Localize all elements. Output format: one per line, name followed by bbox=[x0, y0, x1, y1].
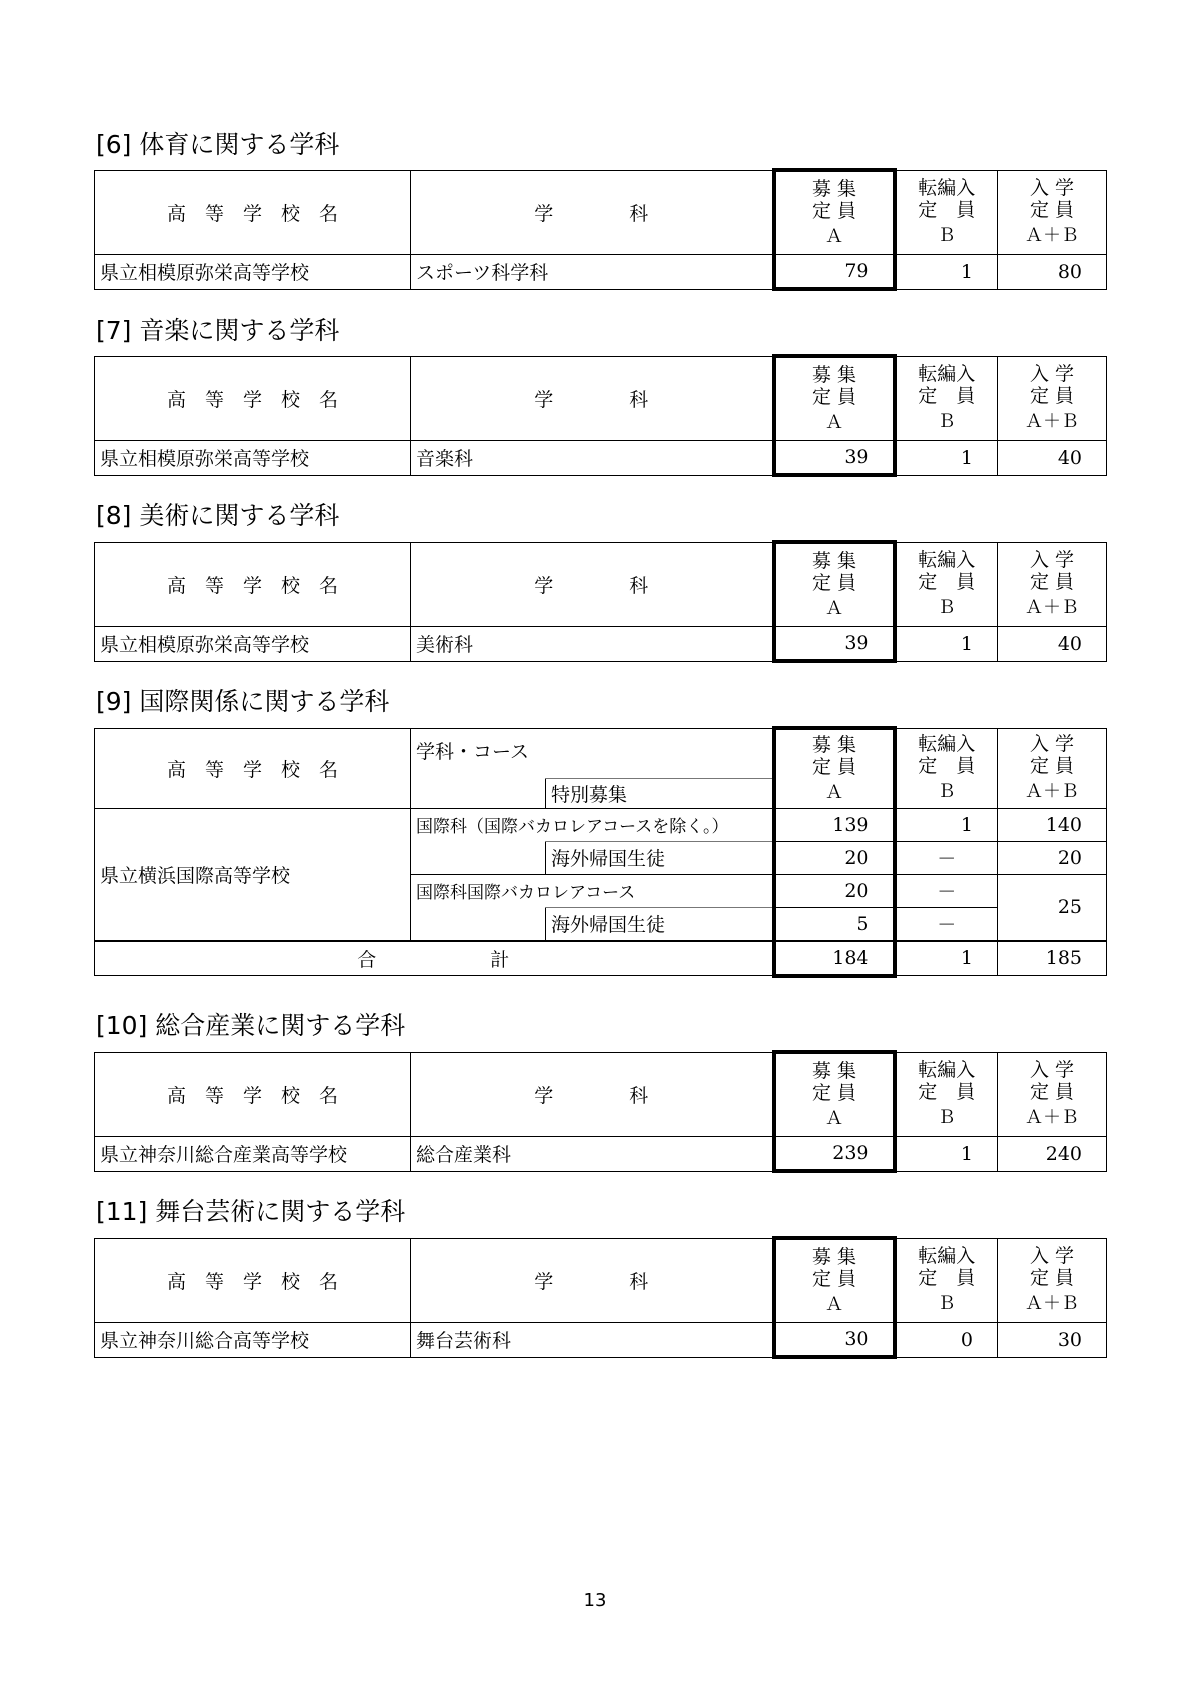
header-a: 募 集 定 員 Ａ bbox=[774, 356, 895, 441]
header-school: 高 等 学 校 名 bbox=[95, 170, 411, 255]
school-name: 県立相模原弥栄高等学校 bbox=[95, 255, 411, 290]
value-ab: 30 bbox=[998, 1323, 1107, 1358]
section-title-10: [10] 総合産業に関する学科 bbox=[96, 1011, 406, 1040]
table-row bbox=[95, 627, 1107, 662]
header-ab: 入 学 定 員 Ａ＋Ｂ bbox=[998, 356, 1107, 441]
header-dept: 学 科 bbox=[411, 356, 774, 441]
value-ab: 40 bbox=[998, 627, 1107, 662]
dept-name: 国際科国際バカロレアコース bbox=[411, 874, 774, 907]
table-row bbox=[95, 255, 1107, 290]
table-11 bbox=[94, 1236, 1107, 1359]
value-ab: 80 bbox=[998, 255, 1107, 290]
school-name: 県立相模原弥栄高等学校 bbox=[95, 441, 411, 476]
value-a: 5 bbox=[774, 907, 895, 941]
header-b: 転編入 定 員 Ｂ bbox=[895, 1238, 998, 1323]
total-row bbox=[95, 941, 1107, 976]
header-ab: 入 学 定 員 Ａ＋Ｂ bbox=[998, 170, 1107, 255]
header-b: 転編入 定 員 Ｂ bbox=[895, 356, 998, 441]
dept-name: 音楽科 bbox=[411, 441, 774, 476]
table-row bbox=[95, 1323, 1107, 1358]
header-a: 募 集 定 員 Ａ bbox=[774, 170, 895, 255]
section-title-11: [11] 舞台芸術に関する学科 bbox=[96, 1197, 406, 1226]
header-b: 転編入 定 員 Ｂ bbox=[895, 1052, 998, 1137]
blank-cell bbox=[411, 778, 546, 808]
header-b: 転編入 定 員 Ｂ bbox=[895, 542, 998, 627]
value-b: 1 bbox=[895, 1137, 998, 1172]
header-dept: 学 科 bbox=[411, 1052, 774, 1137]
value-b: 1 bbox=[895, 627, 998, 662]
section-title-6: [6] 体育に関する学科 bbox=[96, 130, 340, 159]
table-row bbox=[95, 808, 1107, 841]
section-title-7: [7] 音楽に関する学科 bbox=[96, 316, 340, 345]
table-row bbox=[95, 441, 1107, 476]
school-name: 県立横浜国際高等学校 bbox=[95, 808, 411, 941]
value-a: 39 bbox=[774, 627, 895, 662]
value-a: 20 bbox=[774, 841, 895, 874]
table-row bbox=[95, 1137, 1107, 1172]
header-dept-course: 学科・コース bbox=[411, 728, 774, 778]
total-a: 184 bbox=[774, 941, 895, 976]
value-b: － bbox=[895, 841, 998, 874]
header-school: 高 等 学 校 名 bbox=[95, 1238, 411, 1323]
special-name: 海外帰国生徒 bbox=[546, 841, 774, 874]
value-a: 39 bbox=[774, 441, 895, 476]
header-a: 募 集 定 員 Ａ bbox=[774, 1238, 895, 1323]
header-a: 募 集 定 員 Ａ bbox=[774, 1052, 895, 1137]
value-a: 30 bbox=[774, 1323, 895, 1358]
value-a: 139 bbox=[774, 808, 895, 841]
section-title-8: [8] 美術に関する学科 bbox=[96, 501, 340, 530]
value-b: 1 bbox=[895, 255, 998, 290]
header-school: 高 等 学 校 名 bbox=[95, 1052, 411, 1137]
dept-name: 美術科 bbox=[411, 627, 774, 662]
header-dept: 学 科 bbox=[411, 170, 774, 255]
dept-name: スポーツ科学科 bbox=[411, 255, 774, 290]
header-ab: 入 学 定 員 Ａ＋Ｂ bbox=[998, 1052, 1107, 1137]
table-9 bbox=[94, 726, 1107, 978]
total-ab: 185 bbox=[998, 941, 1107, 976]
table-7 bbox=[94, 354, 1107, 477]
header-dept: 学 科 bbox=[411, 1238, 774, 1323]
header-dept: 学 科 bbox=[411, 542, 774, 627]
school-name: 県立神奈川総合産業高等学校 bbox=[95, 1137, 411, 1172]
header-ab: 入 学 定 員 Ａ＋Ｂ bbox=[998, 542, 1107, 627]
header-a: 募 集 定 員 Ａ bbox=[774, 542, 895, 627]
value-a: 79 bbox=[774, 255, 895, 290]
value-ab: 20 bbox=[998, 841, 1107, 874]
value-ab: 240 bbox=[998, 1137, 1107, 1172]
school-name: 県立相模原弥栄高等学校 bbox=[95, 627, 411, 662]
blank-cell bbox=[411, 907, 546, 941]
dept-name: 総合産業科 bbox=[411, 1137, 774, 1172]
section-title-9: [9] 国際関係に関する学科 bbox=[96, 687, 390, 716]
value-ab: 140 bbox=[998, 808, 1107, 841]
header-school: 高 等 学 校 名 bbox=[95, 356, 411, 441]
value-b: 1 bbox=[895, 808, 998, 841]
value-ab: 25 bbox=[998, 874, 1107, 941]
value-b: － bbox=[895, 874, 998, 907]
value-a: 239 bbox=[774, 1137, 895, 1172]
header-special: 特別募集 bbox=[546, 778, 774, 808]
header-b: 転編入 定 員 Ｂ bbox=[895, 170, 998, 255]
table-8 bbox=[94, 540, 1107, 663]
total-b: 1 bbox=[895, 941, 998, 976]
header-ab: 入 学 定 員 Ａ＋Ｂ bbox=[998, 728, 1107, 808]
special-name: 海外帰国生徒 bbox=[546, 907, 774, 941]
header-school: 高 等 学 校 名 bbox=[95, 542, 411, 627]
value-b: 1 bbox=[895, 441, 998, 476]
dept-name: 国際科（国際バカロレアコースを除く。） bbox=[411, 808, 774, 841]
school-name: 県立神奈川総合高等学校 bbox=[95, 1323, 411, 1358]
header-a: 募 集 定 員 Ａ bbox=[774, 728, 895, 808]
page-number: 13 bbox=[583, 1590, 607, 1611]
value-b: － bbox=[895, 907, 998, 941]
table-6 bbox=[94, 168, 1107, 291]
blank-cell bbox=[411, 841, 546, 874]
total-label: 合 計 bbox=[95, 941, 774, 976]
dept-name: 舞台芸術科 bbox=[411, 1323, 774, 1358]
header-ab: 入 学 定 員 Ａ＋Ｂ bbox=[998, 1238, 1107, 1323]
value-b: 0 bbox=[895, 1323, 998, 1358]
table-10 bbox=[94, 1050, 1107, 1173]
header-school: 高 等 学 校 名 bbox=[95, 728, 411, 808]
value-ab: 40 bbox=[998, 441, 1107, 476]
header-b: 転編入 定 員 Ｂ bbox=[895, 728, 998, 808]
value-a: 20 bbox=[774, 874, 895, 907]
